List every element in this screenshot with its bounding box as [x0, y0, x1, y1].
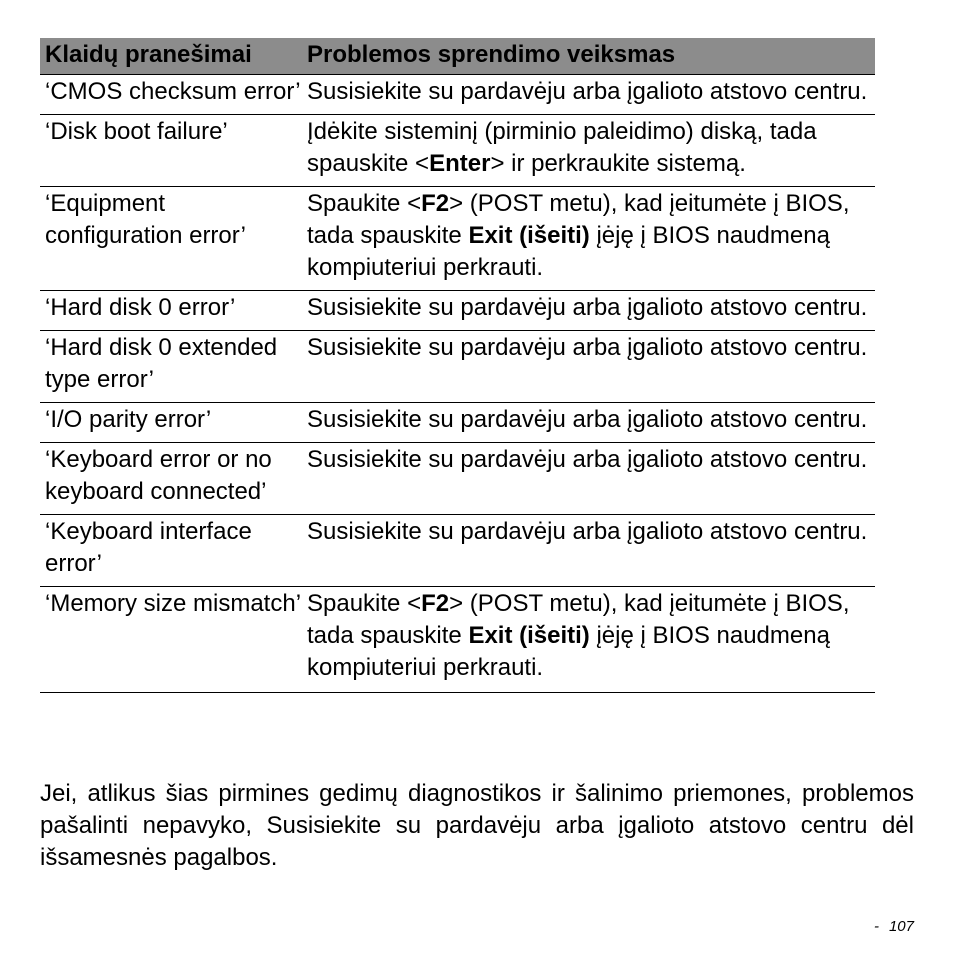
error-message-cell: ‘Hard disk 0 error’	[40, 291, 302, 331]
footer-dash: -	[873, 918, 879, 935]
error-message-cell: ‘Equipment configuration error’	[40, 187, 302, 291]
header-error-messages: Klaidų pranešimai	[40, 38, 302, 75]
bios-menu-item: Exit (išeiti)	[468, 222, 590, 249]
table-row	[40, 403, 875, 443]
action-cell: Susisiekite su pardavėju arba įgalioto atstovo centru.	[302, 291, 875, 331]
error-message-cell: ‘Disk boot failure’	[40, 115, 302, 187]
action-text: Spaukite <	[307, 190, 422, 217]
closing-paragraph: Jei, atlikus šias pirmines gedimų diagnostikos ir šalinimo priemones, problemos pašalinti nepavyko, Susisiekite su pardavėju arba įgalioto atstovo centru dėl išsamesnės pagalbos.	[40, 780, 914, 871]
table-body	[40, 75, 875, 693]
action-text: įėję į BIOS naudmeną kompiuteriui perkrauti.	[307, 622, 830, 681]
action-text: > (POST metu), kad įeitumėte į BIOS, tada spauskite	[307, 190, 850, 249]
action-cell: Susisiekite su pardavėju arba įgalioto atstovo centru.	[302, 75, 875, 115]
error-message-cell: ‘Keyboard interface error’	[40, 515, 302, 587]
error-message-cell: ‘CMOS checksum error’	[40, 75, 302, 115]
table-row	[40, 443, 875, 515]
action-text: > ir perkraukite sistemą.	[490, 150, 746, 177]
table-row	[40, 587, 875, 693]
action-cell	[302, 115, 875, 187]
action-cell	[302, 587, 875, 693]
action-text: Įdėkite sisteminį (pirminio paleidimo) diską, tada spauskite <	[307, 118, 817, 177]
error-message-cell: ‘Keyboard error or no keyboard connected’	[40, 443, 302, 515]
table-row	[40, 75, 875, 115]
table-row	[40, 515, 875, 587]
header-corrective-action: Problemos sprendimo veiksmas	[302, 38, 875, 75]
page-number: 107	[888, 918, 914, 935]
action-cell	[302, 187, 875, 291]
action-cell: Susisiekite su pardavėju arba įgalioto atstovo centru.	[302, 403, 875, 443]
table-header	[40, 38, 875, 75]
error-message-cell: ‘Memory size mismatch’	[40, 587, 302, 693]
key-name: F2	[421, 590, 450, 617]
error-message-cell: ‘Hard disk 0 extended type error’	[40, 331, 302, 403]
table-row	[40, 291, 875, 331]
table-header-row	[40, 38, 875, 75]
error-messages-table	[40, 38, 875, 693]
page-footer	[874, 918, 914, 936]
action-text: > (POST metu), kad įeitumėte į BIOS, tada spauskite	[307, 590, 850, 649]
action-text: įėję į BIOS naudmeną kompiuteriui perkrauti.	[307, 222, 830, 281]
action-text: Spaukite <	[307, 590, 422, 617]
action-cell: Susisiekite su pardavėju arba įgalioto atstovo centru.	[302, 443, 875, 515]
table-row	[40, 187, 875, 291]
action-cell: Susisiekite su pardavėju arba įgalioto atstovo centru.	[302, 331, 875, 403]
key-name: F2	[421, 190, 450, 217]
action-cell: Susisiekite su pardavėju arba įgalioto atstovo centru.	[302, 515, 875, 587]
table-row	[40, 331, 875, 403]
table-row	[40, 115, 875, 187]
error-message-cell: ‘I/O parity error’	[40, 403, 302, 443]
key-name: Enter	[429, 150, 491, 177]
bios-menu-item: Exit (išeiti)	[468, 622, 590, 649]
